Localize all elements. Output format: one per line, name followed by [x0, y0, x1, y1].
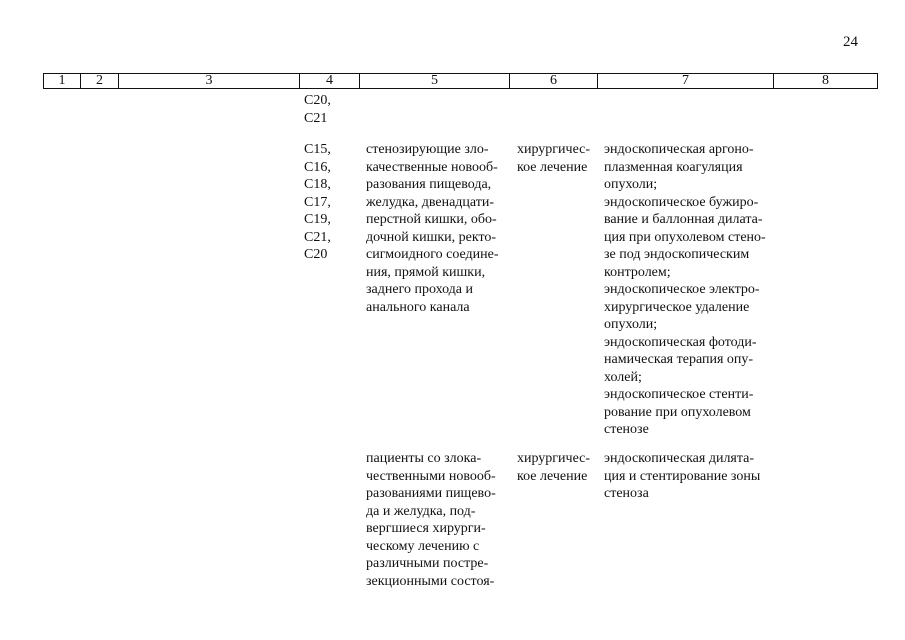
text-line: хирургичес-	[517, 451, 591, 466]
icd-code: C17,	[304, 194, 331, 210]
icd-code: C20,	[304, 93, 331, 108]
text-line: опухоли;	[604, 317, 658, 332]
column-number-3: 3	[119, 74, 300, 89]
text-line: эндоскопическая фотоди-	[604, 334, 757, 350]
text-line: вергшиеся хирурги-	[366, 521, 486, 536]
text-line: да и желудка, под-	[366, 503, 476, 519]
text-line: контролем;	[604, 264, 671, 280]
text-line: стенозирующие зло-	[366, 142, 489, 157]
text-line: ция и стентирование зоны	[604, 468, 761, 484]
text-line: разованиями пищево-	[366, 486, 496, 501]
column-number-2: 2	[81, 74, 119, 89]
text-line: эндоскопическое электро-	[604, 282, 760, 297]
text-line: хирургичес-	[517, 142, 591, 157]
text-line: плазменная коагуляция	[604, 159, 743, 175]
column-number-7: 7	[598, 74, 774, 89]
condition-description-block-3	[366, 450, 509, 590]
icd-codes-block-2	[304, 141, 364, 264]
icd-code: C16,	[304, 159, 331, 175]
page-number: 24	[843, 34, 858, 50]
icd-codes-block-1	[304, 92, 364, 127]
text-line: различными постре-	[366, 556, 489, 571]
condition-description-block-2	[366, 141, 509, 316]
text-line: опухоли;	[604, 177, 658, 192]
icd-code: C21,	[304, 229, 331, 245]
text-line: кое лечение	[517, 159, 588, 175]
text-line: стеноза	[604, 486, 649, 501]
text-line: качественные новооб-	[366, 159, 498, 175]
icd-code: C20	[304, 247, 328, 262]
text-line: заднего прохода и	[366, 282, 474, 297]
text-line: ция при опухолевом стено-	[604, 229, 766, 245]
text-line: зекционными состоя-	[366, 573, 495, 589]
column-number-1: 1	[44, 74, 81, 89]
column-number-5: 5	[360, 74, 510, 89]
text-line: ческому лечению с	[366, 538, 480, 554]
text-line: дочной кишки, ректо-	[366, 229, 497, 245]
text-line: разования пищевода,	[366, 177, 492, 192]
icd-code: C21	[304, 110, 328, 126]
text-line: эндоскопическое стенти-	[604, 387, 754, 402]
text-line: ния, прямой кишки,	[366, 264, 486, 280]
column-number-header	[43, 73, 878, 89]
column-number-6: 6	[510, 74, 598, 89]
text-line: сигмоидного соедине-	[366, 247, 499, 262]
text-line: анального канала	[366, 299, 470, 315]
text-line: желудка, двенадцати-	[366, 194, 495, 210]
icd-code: C18,	[304, 177, 331, 192]
column-number-8: 8	[774, 74, 878, 89]
treatment-type-block-3	[517, 450, 595, 485]
text-line: хирургическое удаление	[604, 299, 750, 315]
text-line: кое лечение	[517, 468, 588, 484]
icd-code: C15,	[304, 142, 331, 157]
treatment-methods-block-2	[604, 141, 783, 439]
text-line: рование при опухолевом	[604, 404, 751, 420]
treatment-type-block-2	[517, 141, 595, 176]
text-line: чественными новооб-	[366, 468, 496, 484]
text-line: эндоскопическая дилята-	[604, 451, 755, 466]
text-line: стенозе	[604, 422, 649, 437]
icd-code: C19,	[304, 212, 331, 227]
column-number-4: 4	[300, 74, 360, 89]
text-line: перстной кишки, обо-	[366, 212, 497, 227]
text-line: эндоскопическое бужиро-	[604, 194, 759, 210]
text-line: вание и баллонная дилата-	[604, 212, 763, 227]
text-line: зе под эндоскопическим	[604, 247, 750, 262]
text-line: намическая терапия опу-	[604, 352, 754, 367]
text-line: холей;	[604, 369, 642, 385]
text-line: эндоскопическая аргоно-	[604, 142, 754, 157]
text-line: пациенты со злока-	[366, 451, 482, 466]
treatment-methods-block-3	[604, 450, 783, 503]
